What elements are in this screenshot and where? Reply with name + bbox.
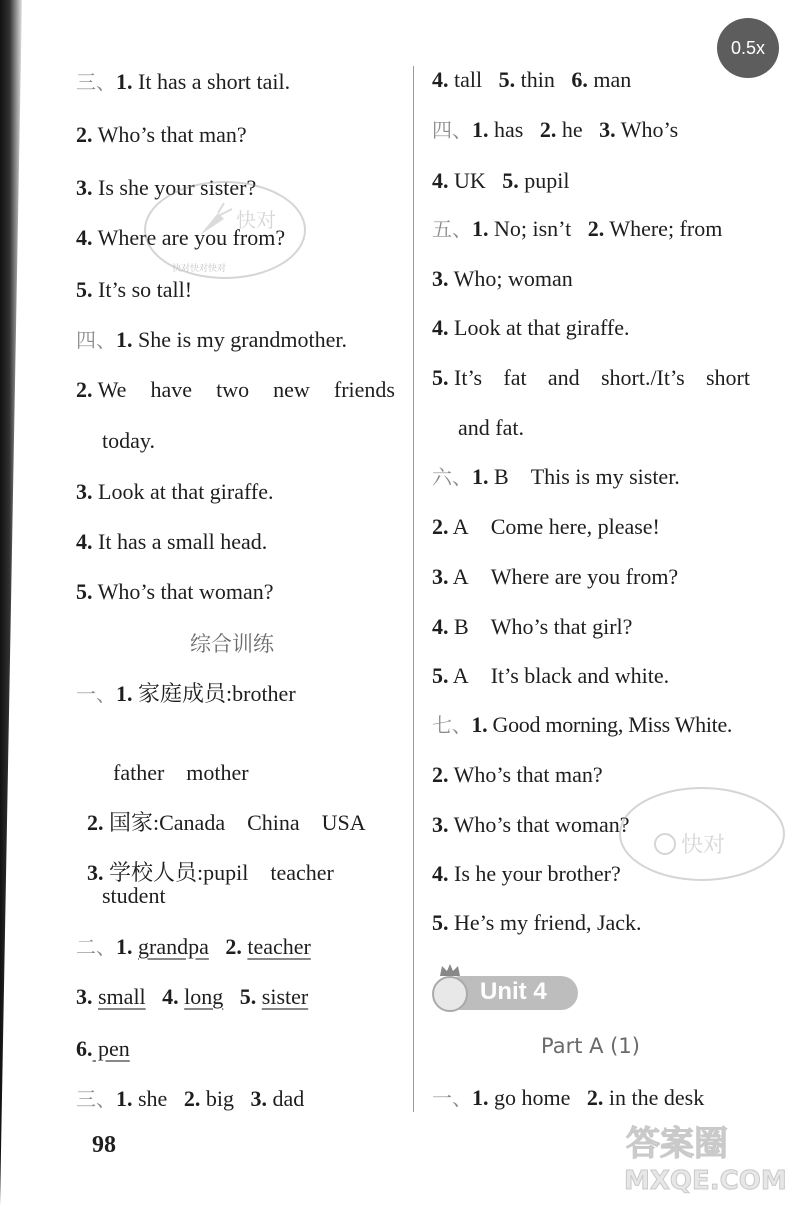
answer-line: 3. Look at that giraffe. — [76, 479, 274, 504]
section-heading: 综合训练 — [190, 632, 274, 656]
speed-label: 0.5x — [730, 37, 766, 58]
answer-line: 四、1. She is my grandmother. — [76, 327, 347, 352]
answer-line: 4. Look at that giraffe. — [432, 315, 630, 340]
answer-line: 三、1. she 2. big 3. dad — [76, 1086, 305, 1111]
page-number: 98 — [92, 1132, 116, 1158]
answer-line: 3. A Where are you from? — [432, 564, 679, 589]
section-marker: 四、 — [76, 328, 116, 352]
answer-line-justified: 2. We have two new friends — [76, 377, 395, 402]
kuaidui-stamp-icon — [615, 782, 790, 887]
site-watermark — [620, 1115, 790, 1195]
section-marker: 二、 — [76, 935, 116, 959]
section-marker: 六、 — [432, 465, 472, 489]
answer-line: 2. A Come here, please! — [432, 514, 660, 539]
answer-line: 5. He’s my friend, Jack. — [432, 910, 642, 935]
answer-line: 七、1. Good morning, Miss White. — [432, 712, 733, 737]
section-marker: 七、 — [432, 713, 472, 737]
part-heading: Part A (1) — [541, 1034, 640, 1058]
answer-line: 4. It has a small head. — [76, 529, 268, 554]
answer-line: 2. Who’s that man? — [76, 122, 247, 147]
section-marker: 三、 — [76, 70, 116, 94]
section-marker: 四、 — [432, 118, 472, 142]
giraffe-icon — [432, 976, 468, 1012]
stamp-text: 快对 — [681, 833, 726, 858]
answer-line: 六、1. B This is my sister. — [432, 464, 680, 489]
answer-line: 4. B Who’s that girl? — [432, 614, 633, 639]
answer-line: today. — [102, 428, 155, 453]
playback-speed-button[interactable] — [717, 18, 779, 78]
column-divider — [413, 66, 414, 1112]
answer-line: father mother — [113, 760, 249, 785]
crown-icon — [438, 962, 462, 978]
answer-line: 3. Who; woman — [432, 266, 573, 291]
answer-line: 3. 学校人员:pupil teacher — [87, 860, 334, 885]
kuaidui-stamp-icon — [140, 175, 310, 285]
answer-line: 五、1. No; isn’t 2. Where; from — [432, 216, 723, 241]
answer-line: 2. Who’s that man? — [432, 762, 603, 787]
answer-line: 四、1. has 2. he 3. Who’s — [432, 117, 679, 142]
answer-line: student — [102, 883, 166, 908]
answer-line: 5. It’s so tall! — [76, 277, 193, 302]
watermark-domain: MXQE.COM — [624, 1166, 787, 1195]
section-marker: 一、 — [76, 682, 116, 706]
section-marker: 一、 — [432, 1086, 472, 1110]
answer-line: 5. Who’s that woman? — [76, 579, 274, 604]
answer-line: 6. pen — [76, 1036, 130, 1061]
answer-line: 4. Is he your brother? — [432, 861, 621, 886]
page-edge-shadow — [0, 0, 24, 1206]
answer-line: 一、1. go home 2. in the desk — [432, 1085, 705, 1110]
answer-line: 3. small 4. long 5. sister — [76, 984, 309, 1009]
answer-line: 4. UK 5. pupil — [432, 168, 570, 193]
answer-line: 三、1. It has a short tail. — [76, 69, 291, 94]
answer-line: 4. Where are you from? — [76, 225, 286, 250]
answer-line: 3. Who’s that woman? — [432, 812, 630, 837]
watermark-text: 答案圈 — [626, 1124, 728, 1164]
answer-line: 2. 国家:Canada China USA — [87, 810, 366, 835]
stamp-text: 快对 — [236, 208, 276, 232]
section-marker: 三、 — [76, 1087, 116, 1111]
unit-title: Unit 4 — [480, 978, 547, 1005]
section-marker: 五、 — [432, 217, 472, 241]
answer-line: 一、1. 家庭成员:brother — [76, 681, 296, 706]
answer-line-justified: 5. It’s fat and short./It’s short — [432, 365, 750, 390]
answer-line: 3. Is she your sister? — [76, 175, 257, 200]
answer-line: 二、1. grandpa 2. teacher — [76, 934, 311, 959]
answer-line: 5. A It’s black and white. — [432, 663, 670, 688]
answer-line: and fat. — [458, 415, 524, 440]
unit-badge — [432, 962, 580, 1012]
answer-line: 4. tall 5. thin 6. man — [432, 67, 632, 92]
stamp-small-text: 快对快对快对 — [172, 264, 227, 274]
